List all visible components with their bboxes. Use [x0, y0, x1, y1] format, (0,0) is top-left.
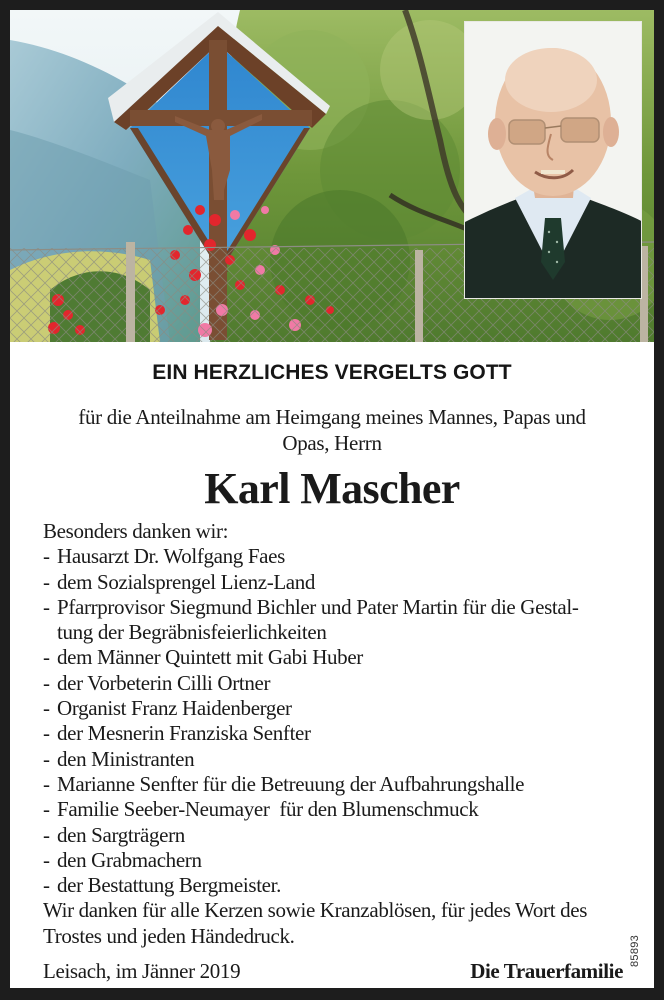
thanks-item-text: dem Männer Quintett mit Gabi Huber	[57, 645, 363, 670]
portrait-illustration	[465, 22, 642, 299]
obituary-notice	[10, 10, 654, 988]
thanks-item	[43, 696, 633, 721]
thanks-item	[43, 570, 633, 595]
list-dash: -	[43, 645, 50, 670]
thanks-item	[43, 823, 633, 848]
thanks-item-text: der Mesnerin Franziska Senfter	[57, 721, 311, 746]
thanks-section	[43, 519, 633, 949]
thanks-item-text: der Vorbeterin Cilli Ortner	[57, 670, 271, 695]
thanks-item-text: Organist Franz Haidenberger	[57, 696, 292, 721]
shrine-photo	[10, 10, 654, 342]
intro-line: für die Anteilnahme am Heimgang meines Mannes, Papas und	[78, 405, 586, 429]
signature: Die Trauerfamilie	[470, 959, 623, 983]
portrait-photo	[464, 21, 642, 299]
thanks-item	[43, 797, 633, 822]
intro-text	[50, 404, 614, 456]
thanks-item	[43, 721, 633, 746]
thanks-item-text: den Ministranten	[57, 746, 195, 771]
place-date: Leisach, im Jänner 2019	[43, 959, 241, 983]
notice-heading: EIN HERZLICHES VERGELTS GOTT	[152, 361, 512, 384]
list-dash: -	[43, 746, 50, 771]
thanks-item	[43, 544, 633, 569]
closing-line: Wir danken für alle Kerzen sowie Kranzablösen, für jedes Wort des	[43, 898, 588, 923]
ad-id: 85893	[629, 934, 641, 967]
list-dash: -	[43, 569, 50, 594]
thanks-item-text: Pfarrprovisor Siegmund Bichler und Pater Martin für die Gestal-	[57, 594, 579, 619]
list-dash: -	[43, 696, 50, 721]
thanks-item-text: der Bestattung Bergmeister.	[57, 873, 282, 898]
thanks-item	[43, 848, 633, 873]
list-dash: -	[43, 771, 50, 796]
thanks-item	[43, 873, 633, 898]
deceased-name: Karl Mascher	[204, 464, 460, 513]
list-dash: -	[43, 594, 50, 619]
list-dash: -	[43, 544, 50, 569]
thanks-item-text: Hausarzt Dr. Wolfgang Faes	[57, 544, 285, 569]
thanks-item-text: den Grabmachern	[57, 847, 202, 872]
list-dash: -	[43, 797, 50, 822]
thanks-item-text: den Sargträgern	[57, 822, 185, 847]
thanks-item-text: Familie Seeber-Neumayer für den Blumenschmuck	[57, 797, 479, 822]
thanks-item	[43, 772, 633, 797]
thanks-item-text: Marianne Senfter für die Betreuung der Aufbahrungshalle	[57, 771, 525, 796]
thanks-intro: Besonders danken wir:	[43, 519, 229, 543]
thanks-item	[43, 595, 633, 620]
list-dash: -	[43, 822, 50, 847]
list-dash: -	[43, 847, 50, 872]
thanks-item	[43, 671, 633, 696]
intro-line: Opas, Herrn	[282, 431, 382, 455]
thanks-item	[43, 645, 633, 670]
list-dash: -	[43, 873, 50, 898]
notice-footer	[43, 958, 623, 984]
list-dash: -	[43, 670, 50, 695]
thanks-item-continuation: tung der Begräbnisfeierlichkeiten	[57, 620, 327, 645]
thanks-item	[43, 747, 633, 772]
list-dash: -	[43, 721, 50, 746]
thanks-item-text: dem Sozialsprengel Lienz-Land	[57, 569, 316, 594]
closing-line: Trostes und jeden Händedruck.	[43, 923, 295, 948]
